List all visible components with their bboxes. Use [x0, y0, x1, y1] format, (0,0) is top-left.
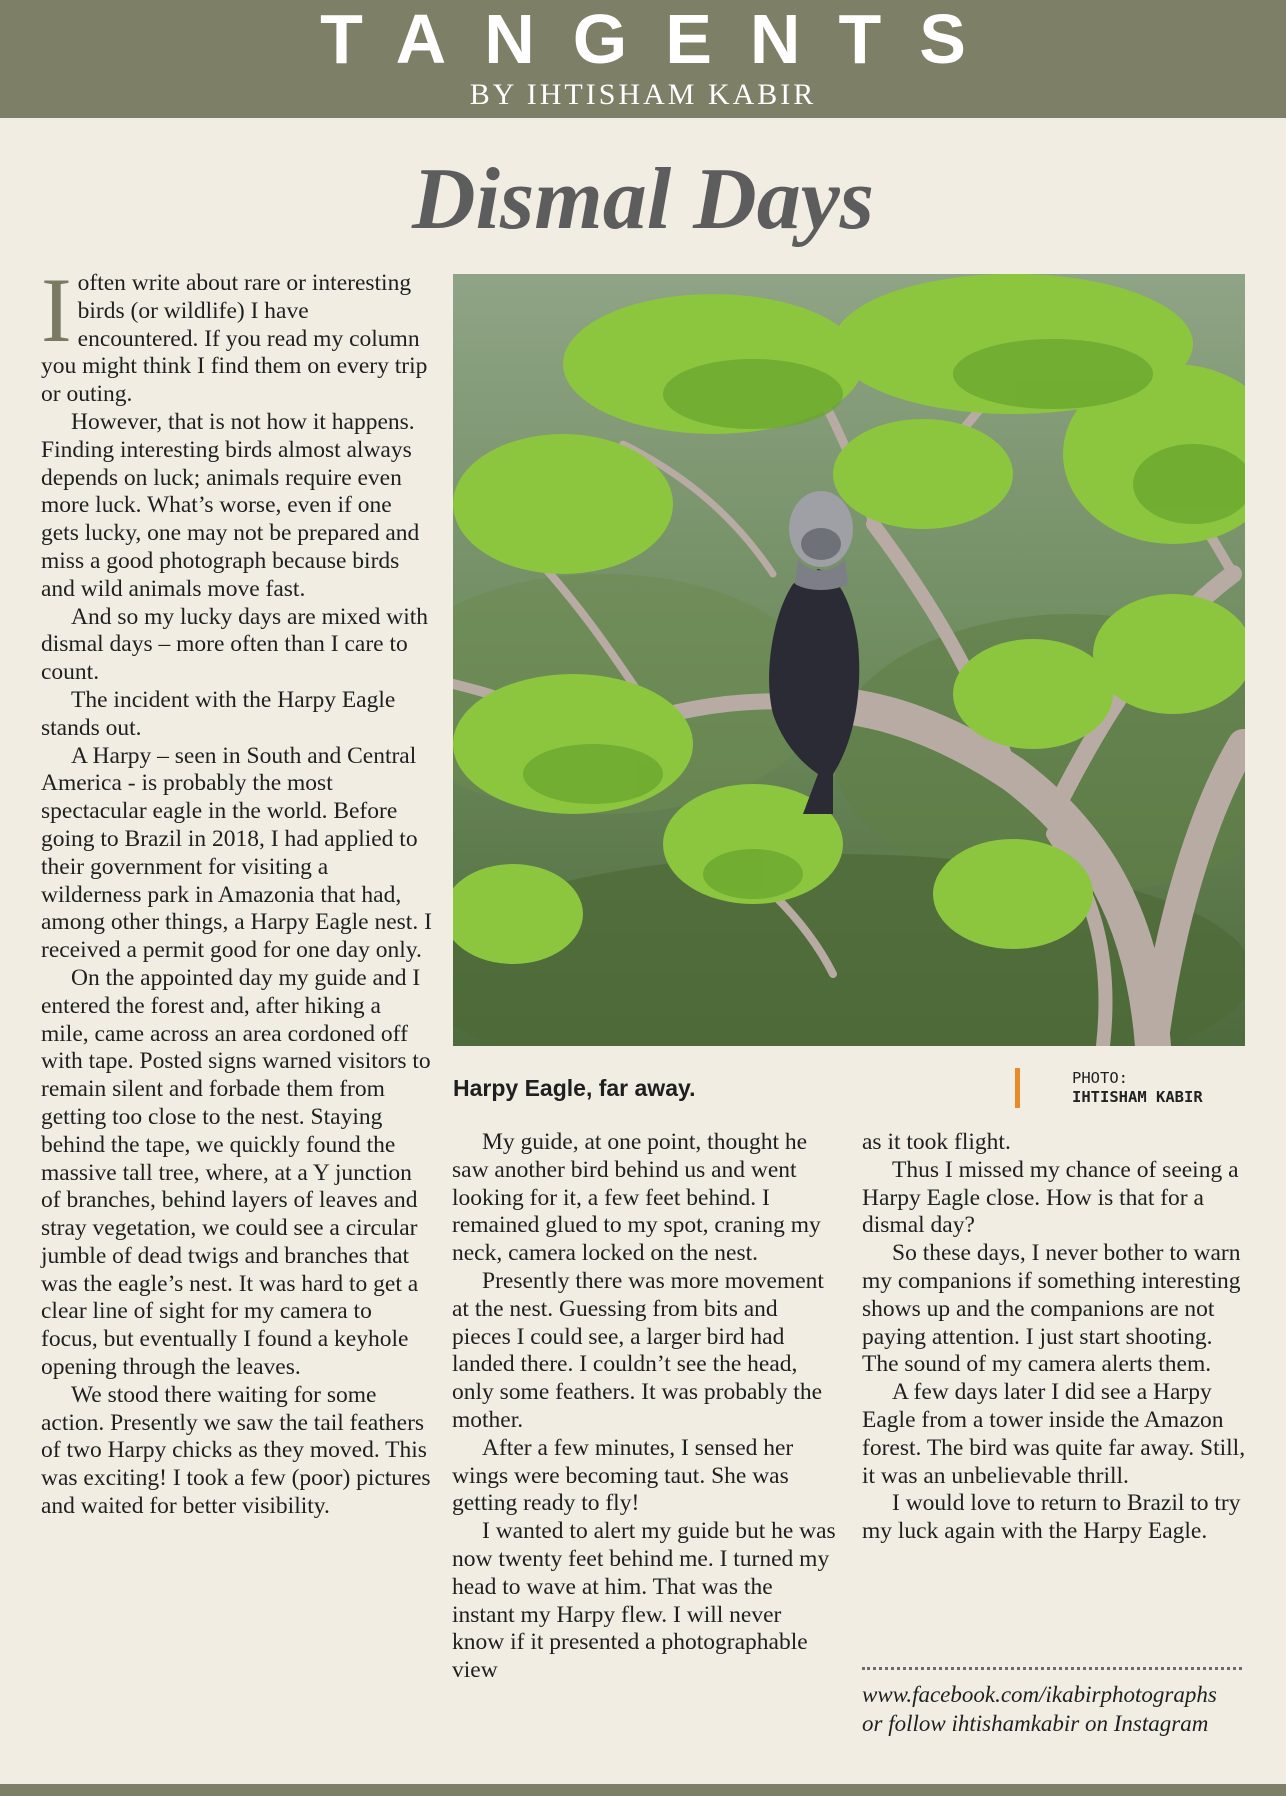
masthead-byline: BY IHTISHAM KABIR: [469, 78, 817, 111]
paragraph-continuation: as it took flight.: [862, 1129, 1011, 1155]
paragraph: often write about rare or interesting birds (or wildlife) I have encountered. If you read my column you might think I find them on every trip or outing.: [41, 270, 428, 408]
paragraph: Presently there was more movement at the nest. Guessing from bits and pieces I could see, a larger bird had landed there. I couldn’t see the head, only some feathers. It was probably the mother.: [452, 1267, 824, 1433]
article-column-3: [862, 1129, 1247, 1546]
article-column-1: [41, 259, 433, 1521]
bottom-band: [0, 1784, 1286, 1796]
dotted-divider: [862, 1667, 1242, 1670]
photo-credit: [1072, 1069, 1203, 1107]
paragraph: However, that is not how it happens. Finding interesting birds almost always depends on luck; animals require even more luck. What’s worse, even if one gets lucky, one may not be prepared and miss a good photograph because birds and wild animals move fast.: [41, 408, 420, 602]
paragraph: My guide, at one point, thought he saw another bird behind us and went looking for it, a few feet behind. I remained glued to my spot, craning my neck, camera locked on the nest.: [452, 1129, 821, 1267]
paragraph: On the appointed day my guide and I entered the forest and, after hiking a mile, came across an area cordoned off with tape. Posted signs warned visitors to remain silent and forbade them from getting too close to the nest. Staying behind the tape, we quickly found the massive tall tree, where, at a Y junction of branches, behind layers of leaves and stray vegetation, we could see a circular jumble of dead twigs and branches that was the eagle’s nest. It was hard to get a clear line of sight for my camera to focus, but eventually I found a keyhole opening through the leaves.: [41, 964, 431, 1381]
paragraph: I wanted to alert my guide but he was now twenty feet behind me. I turned my head to wave at him. That was the instant my Harpy flew. I will never know if it presented a photographable view: [452, 1518, 836, 1684]
footer-links: [862, 1680, 1252, 1738]
photo-credit-label: PHOTO:: [1072, 1069, 1128, 1087]
photo-credit-name: IHTISHAM KABIR: [1072, 1088, 1203, 1106]
paragraph: We stood there waiting for some action. Presently we saw the tail feathers of two Harpy chicks as they moved. This was exciting! I took a few (poor) pictures and waited for better visibility.: [41, 1381, 431, 1520]
paragraph: After a few minutes, I sensed her wings were becoming taut. She was getting ready to fly!: [452, 1434, 794, 1517]
facebook-link[interactable]: www.facebook.com/ikabirphotographs: [862, 1682, 1217, 1707]
instagram-note: or follow ihtishamkabir on Instagram: [862, 1711, 1209, 1736]
paragraph: So these days, I never bother to warn my companions if something interesting shows up and the companions are not paying attention. I just start shooting. The sound of my camera alerts them.: [862, 1240, 1241, 1378]
harpy-eagle-photo: [453, 274, 1245, 1046]
masthead: [0, 0, 1286, 118]
masthead-title: TANGENTS: [320, 0, 1004, 78]
paragraph: Thus I missed my chance of seeing a Harpy Eagle close. How is that for a dismal day?: [862, 1156, 1239, 1239]
drop-cap: I: [41, 259, 72, 361]
paragraph: I would love to return to Brazil to try my luck again with the Harpy Eagle.: [862, 1490, 1241, 1545]
photo-illustration: [453, 274, 1245, 1046]
paragraph: A few days later I did see a Harpy Eagle from a tower inside the Amazon forest. The bird was quite far away. Still, it was an unbelievable thrill.: [862, 1379, 1246, 1489]
credit-accent-bar: [1015, 1068, 1020, 1108]
paragraph: A Harpy – seen in South and Central America - is probably the most spectacular eagle in the world. Before going to Brazil in 2018, I had applied to their government for visiting a wilderness park in Amazonia that had, among other things, a Harpy Eagle nest. I received a permit good for one day only.: [41, 742, 432, 964]
photo-caption: Harpy Eagle, far away.: [453, 1075, 696, 1101]
paragraph: The incident with the Harpy Eagle stands out.: [41, 686, 396, 741]
paragraph: And so my lucky days are mixed with dismal days – more often than I care to count.: [41, 603, 429, 686]
article-column-2: [452, 1129, 837, 1685]
article-headline: Dismal Days: [412, 151, 874, 248]
